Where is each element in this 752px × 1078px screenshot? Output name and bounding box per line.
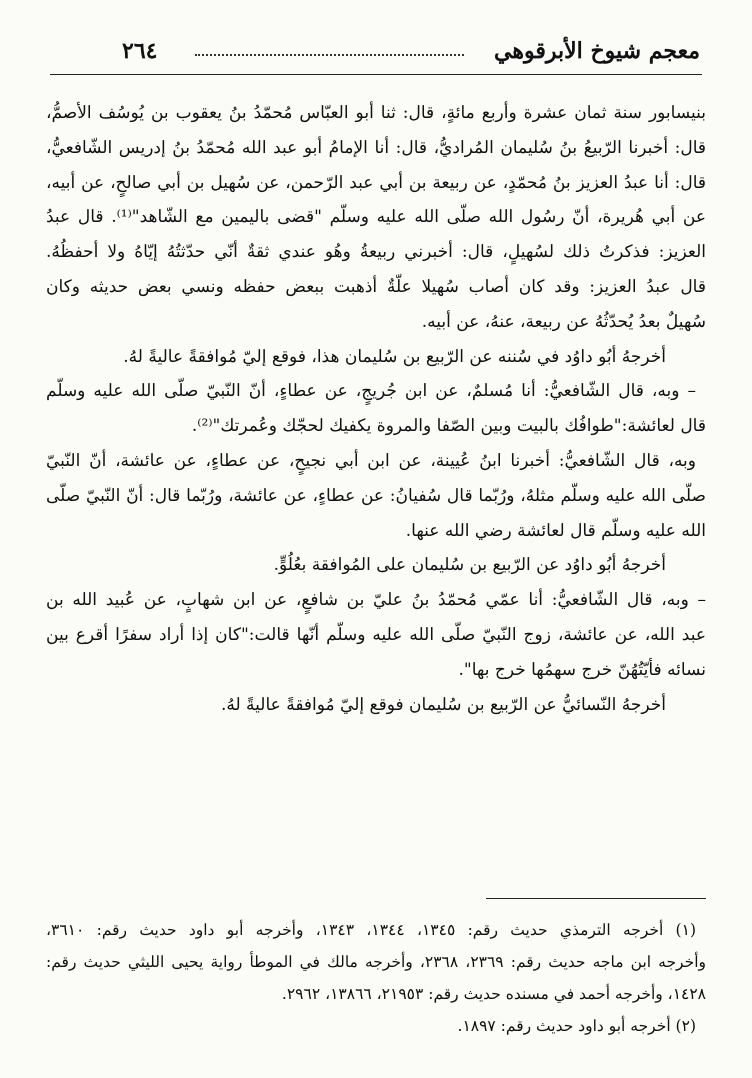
- running-title: معجم شيوخ الأبرقوهي: [494, 38, 700, 64]
- footnote-line: (١) أخرجه الترمذي حديث رقم: ١٣٤٥، ١٣٤٤، ١٣٤٣، وأخرجه أبو داود حديث رقم: ٣٦١٠،: [46, 921, 696, 939]
- page-number: ٢٦٤: [122, 38, 158, 64]
- text-line: صلّى الله عليه وسلّم مثلهُ، ورُبّما قال سُفيانُ: عن عطاءٍ، عن عائشة، ورُبّما قال: أنّ النّبيّ صلّى: [46, 485, 706, 506]
- text-line: العزيز: فذكرتُ ذلك لسُهيلٍ، قال: أخبرني ربيعةُ وهُو عندي ثقةٌ أنّي حدّثتُهُ إيّاهُ ولا أحفظُهُ.: [46, 242, 706, 263]
- text-line: الله عليه وسلّم قال لعائشة رضي الله عنها.: [405, 520, 706, 541]
- footnote-divider: [486, 898, 706, 899]
- text-line: سُهيلٌ بعدُ يُحدّثُهُ عن ربيعة، عنهُ، عن أبيه.: [421, 311, 706, 332]
- text-line: قال عبدُ العزيز: وقد كان أصاب سُهيلا علّةٌ أذهبت ببعض حفظه ونسي بعض حديثه وكان: [46, 276, 706, 297]
- text-line: وبه، قال الشّافعيُّ: أخبرنا ابنُ عُيينة، عن ابن أبي نجيحٍ، عن عطاءٍ، عن عائشة، أنّ النّبيّ: [46, 450, 696, 471]
- text-line: نسائه فأيّتُهُنّ خرج سهمُها خرج بها".: [458, 659, 706, 680]
- text-line: عن أبي هُريرة، أنّ رسُول الله صلّى الله عليه وسلّم "قضى باليمين مع الشّاهد"⁽¹⁾. قال عبدُ: [46, 207, 706, 228]
- dotted-leader: [195, 54, 464, 56]
- footnotes: [46, 914, 706, 1042]
- text-line: قال: أنا عبدُ العزيز بنُ مُحمّدٍ، عن ربيعة بن أبي عبد الرّحمن، عن سُهيل بن أبي صالحٍ، عن أبيه،: [46, 172, 706, 193]
- footnote-line: ١٤٢٨، وأخرجه أحمد في مسنده حديث رقم: ٢١٩٥٣، ١٣٨٦٦، ٢٩٦٢.: [281, 985, 706, 1003]
- text-line: عبد الله، عن عائشة، زوج النّبيّ صلّى الله عليه وسلّم أنّها قالت:"كان إذا أراد سفرًا أقرع بين: [46, 624, 706, 645]
- text-line: – وبه، قال الشّافعيُّ: أنا مُسلمٌ، عن ابن جُريجٍ، عن عطاءٍ، أنّ النّبيّ صلّى الله عليه وسلّم: [46, 381, 696, 402]
- page-header: [50, 34, 702, 75]
- footnote-line: (٢) أخرجه أبو داود حديث رقم: ١٨٩٧.: [457, 1017, 696, 1035]
- text-line: – وبه، قال الشّافعيُّ: أنا عمّي مُحمّدُ بنُ عليّ بن شافعٍ، عن ابن شهابٍ، عن عُبيد الله بن: [46, 590, 706, 611]
- main-text: [46, 96, 706, 722]
- footnote-line: وأخرجه ابن ماجه حديث رقم: ٢٣٦٩، ٢٣٦٨، وأخرجه مالك في الموطأ رواية يحيى الليثي حديث رقم:: [46, 953, 706, 971]
- text-line: قال: أخبرنا الرّبيعُ بنُ سُليمان المُراديُّ، قال: أنا الإمامُ أبو عبد الله مُحمّدُ بنُ إدريس الشّافعيُّ،: [46, 137, 706, 158]
- text-line: قال لعائشة:"طوافُك بالبيت وبين الصّفا والمروة يكفيك لحجّك وعُمرتك"⁽²⁾.: [191, 416, 706, 437]
- takhrij-line: أخرجهُ النّسائيُّ عن الرّبيع بن سُليمان فوقع إليّ مُوافقةً عاليةً لهُ.: [220, 694, 666, 715]
- takhrij-line: أخرجهُ أبُو داوُد عن الرّبيع بن سُليمان على المُوافقة بعُلُوٍّ.: [273, 555, 666, 576]
- text-line: بنيسابور سنة ثمان عشرة وأربع مائةٍ، قال: ثنا أبو العبّاس مُحمّدُ بنُ يعقوب بن يُوسُف الأصمُّ،: [46, 103, 706, 123]
- takhrij-line: أخرجهُ أبُو داوُد في سُننه عن الرّبيع بن سُليمان هذا، فوقع إليّ مُوافقةً عاليةً لهُ.: [123, 346, 666, 367]
